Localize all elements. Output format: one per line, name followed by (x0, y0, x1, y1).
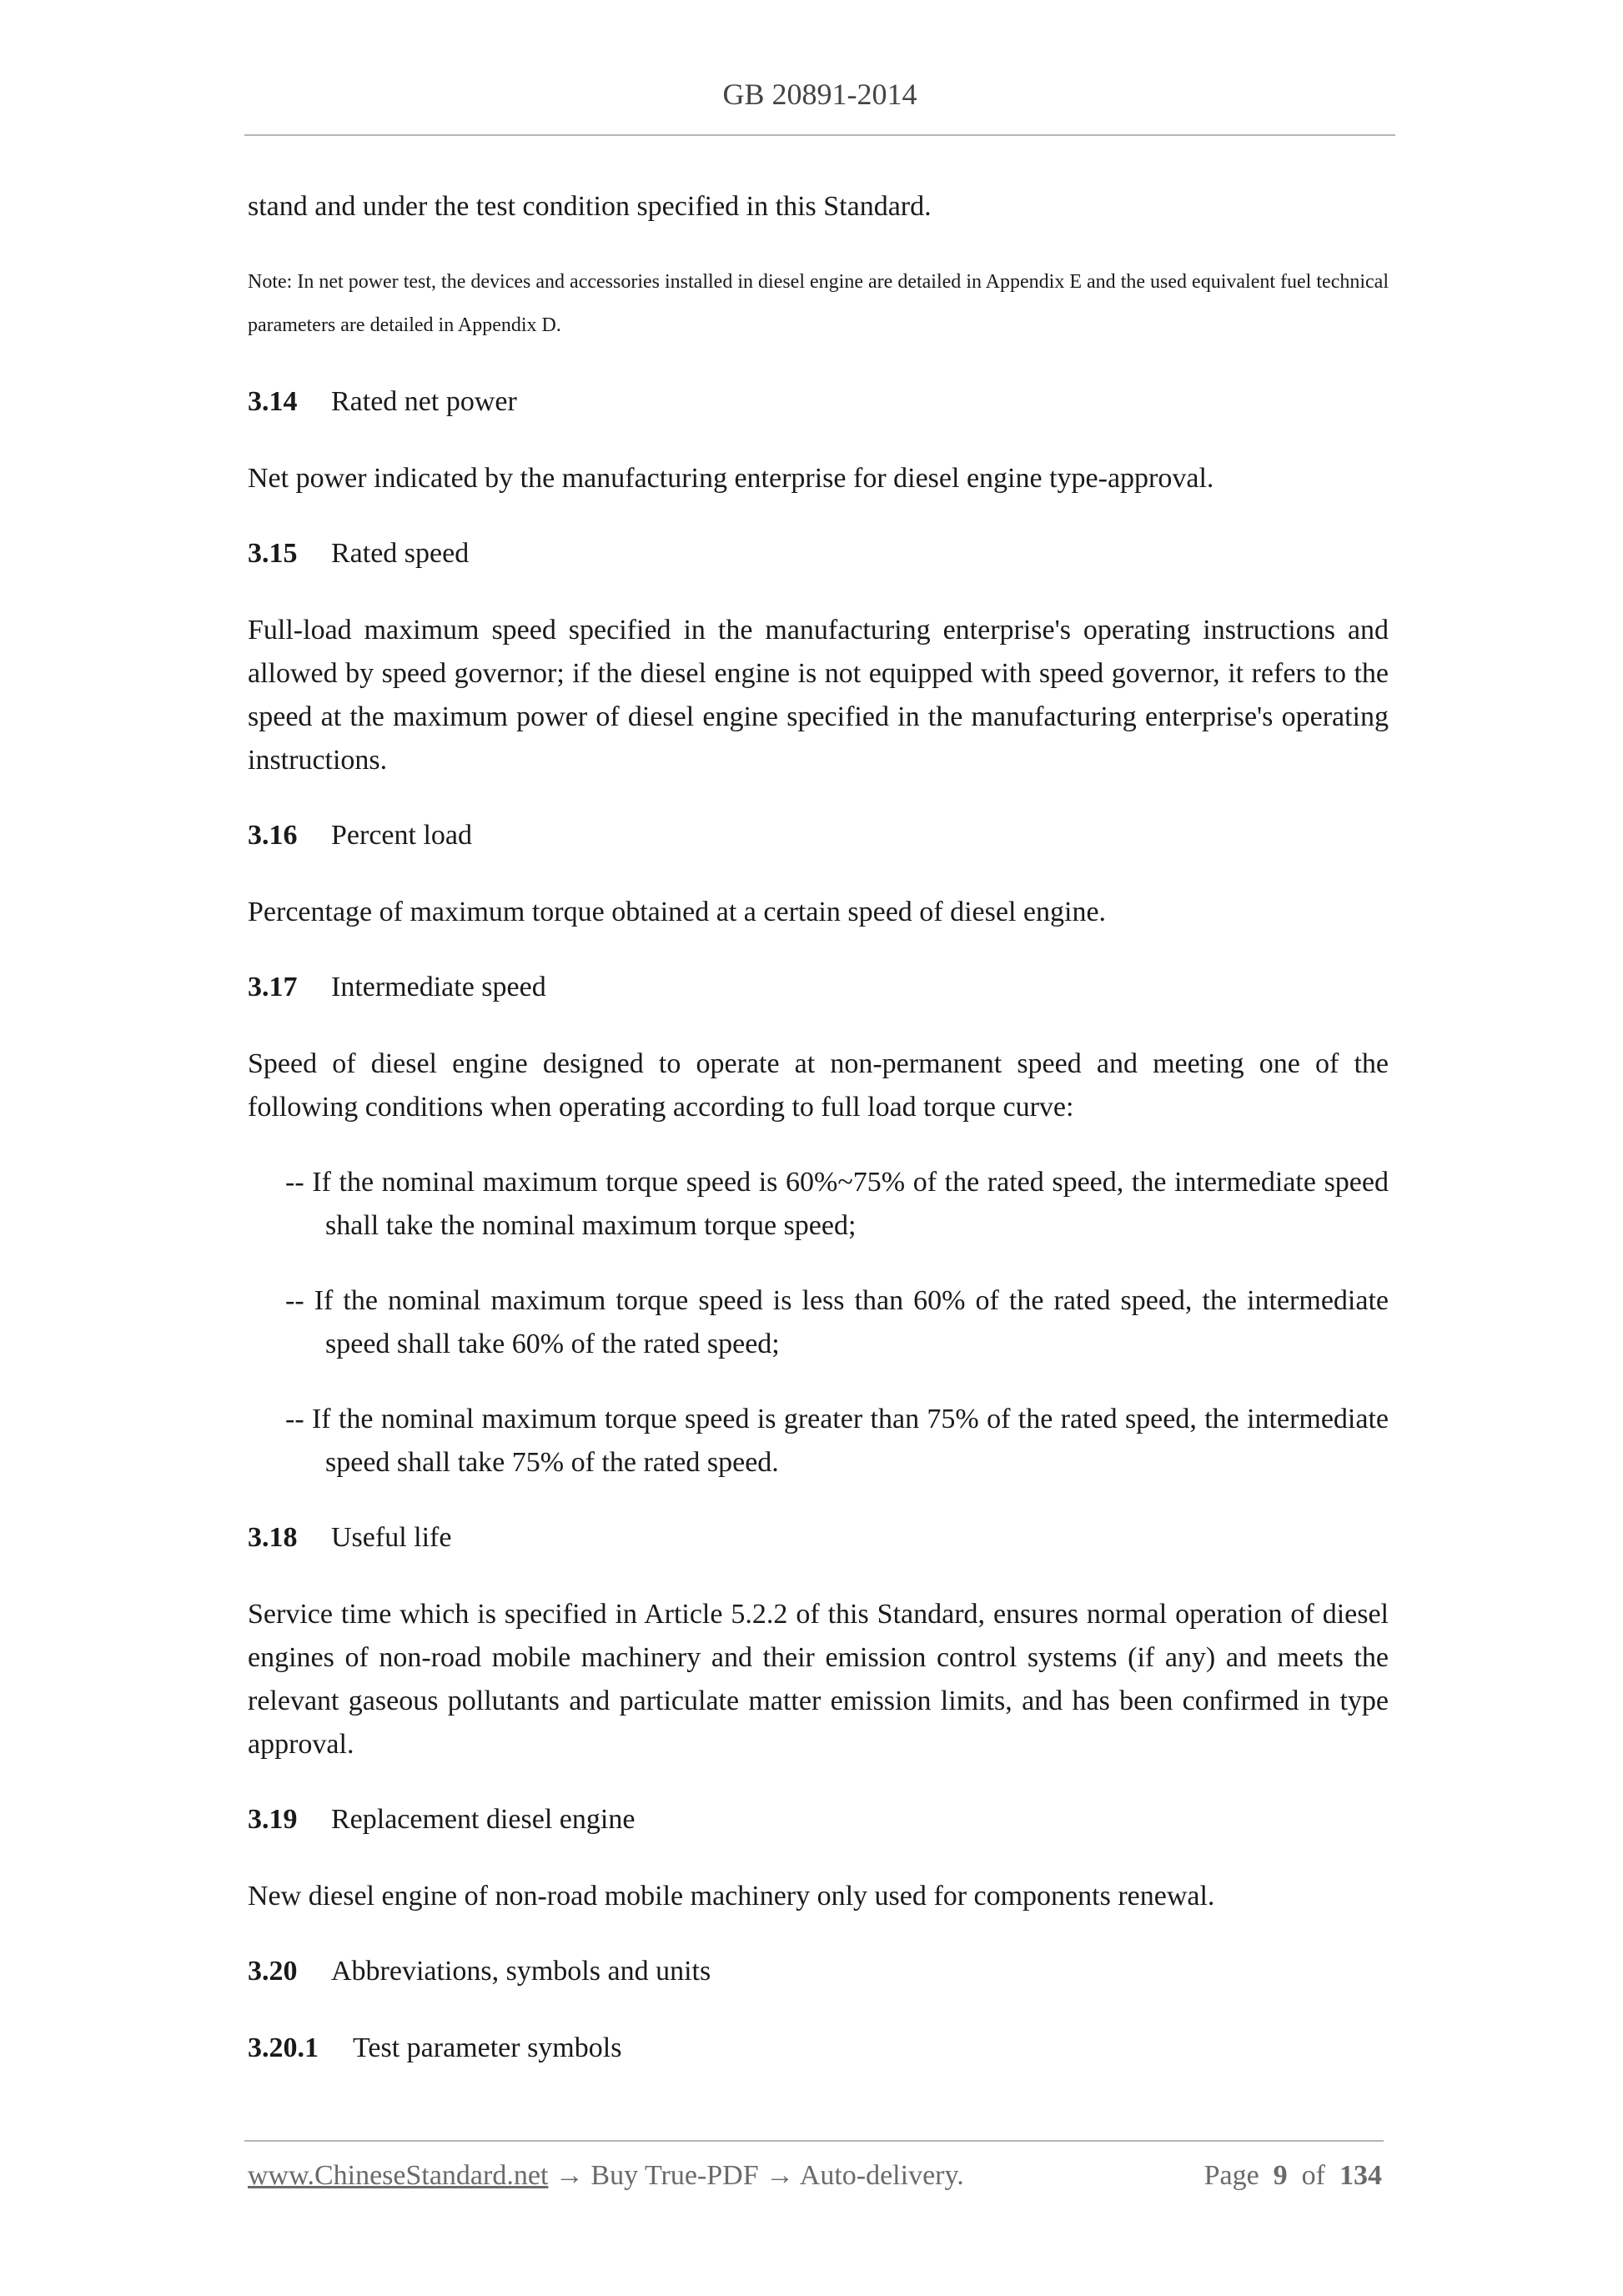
section-heading-3-19 (248, 1798, 1389, 1841)
list-item: -- If the nominal maximum torque speed is 60%~75% of the rated speed, the intermediate speed shall take the nominal maximum torque speed; (285, 1167, 1389, 1241)
section-number: 3.20.1 (248, 2032, 319, 2063)
section-heading-3-14 (248, 380, 1389, 424)
section-number: 3.20 (248, 1956, 298, 1987)
page-total: 134 (1339, 2160, 1382, 2191)
section-title: Useful life (331, 1522, 452, 1553)
header-divider (244, 134, 1395, 136)
section-title: Replacement diesel engine (331, 1804, 636, 1835)
page-label: Page (1203, 2160, 1259, 2191)
section-heading-3-15 (248, 532, 1389, 575)
intro-paragraph: stand and under the test condition specified in this Standard. (248, 191, 932, 222)
note-paragraph: Note: In net power test, the devices and accessories installed in diesel engine are detailed in Appendix E and the used equivalent fuel technical parameters are detailed in Appendix D. (248, 271, 1389, 336)
document-body (248, 185, 1389, 2103)
section-title: Intermediate speed (331, 972, 546, 1002)
section-text-3-19: New diesel engine of non-road mobile machinery only used for components renewal. (248, 1881, 1215, 1912)
section-number: 3.17 (248, 972, 298, 1002)
section-title: Abbreviations, symbols and units (331, 1956, 711, 1987)
section-text-3-16: Percentage of maximum torque obtained at a certain speed of diesel engine. (248, 897, 1107, 927)
section-heading-3-20-1 (248, 2027, 1389, 2070)
section-number: 3.19 (248, 1804, 298, 1835)
section-title: Percent load (331, 820, 472, 851)
section-heading-3-18 (248, 1516, 1389, 1560)
section-text-3-15: Full-load maximum speed specified in the manufacturing enterprise's operating instructions and allowed by speed governor; if the diesel engine is not equipped with speed governor, it refers to the speed at the maximum power of diesel engine specified in the manufacturing enterprise's operating instructions. (248, 615, 1389, 776)
section-number: 3.14 (248, 386, 298, 417)
page-header: GB 20891-2014 (722, 78, 917, 111)
section-title: Test parameter symbols (353, 2032, 622, 2063)
of-label: of (1301, 2160, 1325, 2191)
section-heading-3-20 (248, 1950, 1389, 1993)
buy-true-pdf-text: Buy True-PDF (590, 2160, 759, 2191)
list-item: -- If the nominal maximum torque speed is greater than 75% of the rated speed, the intermediate speed shall take 75% of the rated speed. (285, 1404, 1389, 1478)
section-number: 3.16 (248, 820, 298, 851)
section-title: Rated net power (331, 386, 517, 417)
website-link[interactable]: www.ChineseStandard.net (248, 2160, 549, 2191)
section-heading-3-17 (248, 966, 1389, 1009)
section-title: Rated speed (331, 538, 470, 569)
list-item: -- If the nominal maximum torque speed is less than 60% of the rated speed, the intermediate speed shall take 60% of the rated speed; (285, 1285, 1389, 1359)
section-text-3-18: Service time which is specified in Article 5.2.2 of this Standard, ensures normal operation of diesel engines of non-road mobile machinery and their emission control systems (if any) and meets the relevant gaseous pollutants and particulate matter emission limits, and has been confirmed in type approval. (248, 1599, 1389, 1760)
section-text-3-14: Net power indicated by the manufacturing enterprise for diesel engine type-approval. (248, 463, 1214, 494)
section-text-3-17: Speed of diesel engine designed to operate at non-permanent speed and meeting one of the following conditions when operating according to full load torque curve: (248, 1048, 1389, 1123)
arrow-right-icon: → (766, 2160, 795, 2191)
section-number: 3.18 (248, 1522, 298, 1553)
footer-divider (244, 2140, 1384, 2142)
page-number: 9 (1273, 2160, 1288, 2191)
auto-delivery-text: Auto-delivery. (799, 2160, 964, 2191)
section-number: 3.15 (248, 538, 298, 569)
section-heading-3-16 (248, 814, 1389, 857)
arrow-right-icon: → (555, 2160, 584, 2191)
